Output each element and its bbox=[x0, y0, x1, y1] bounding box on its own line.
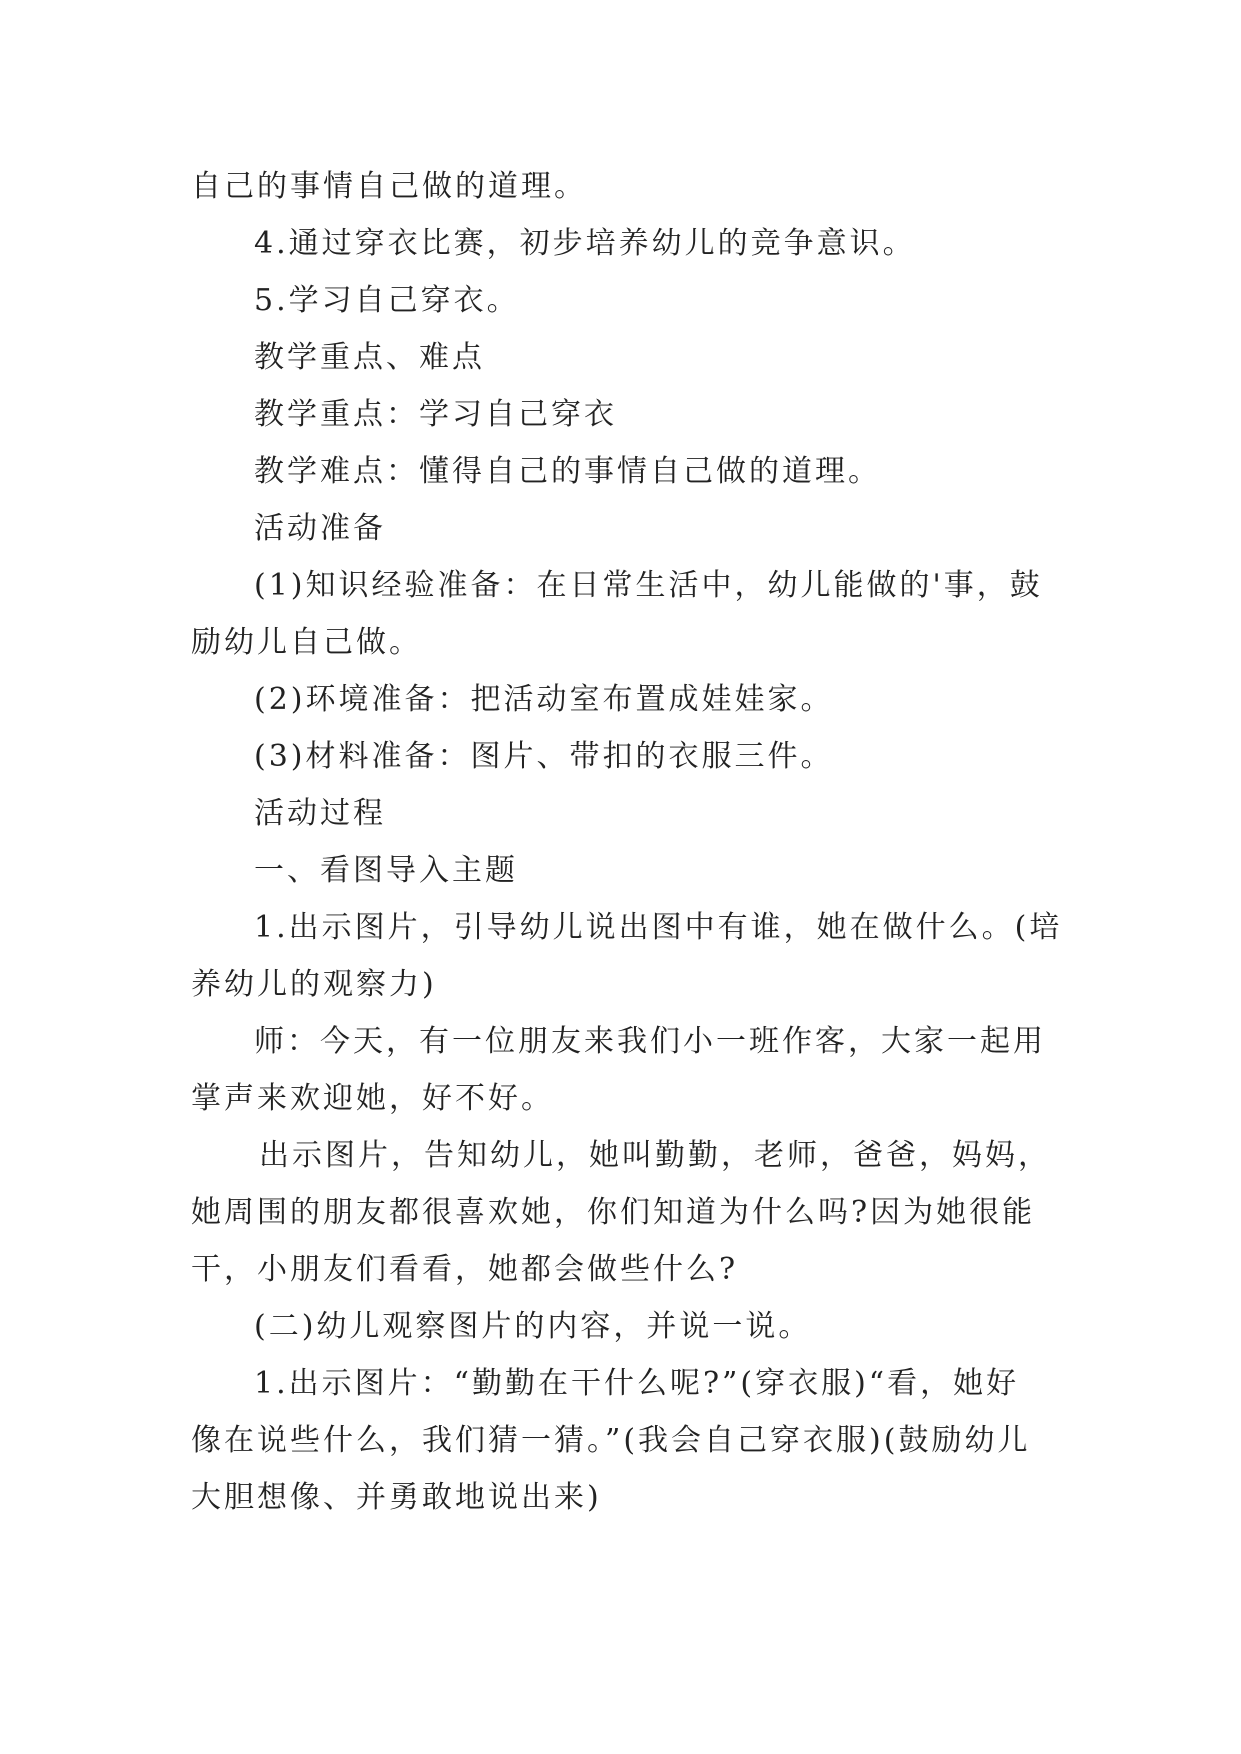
text-line: 养幼儿的观察力) bbox=[191, 967, 437, 1002]
section-heading: 活动过程 bbox=[254, 796, 386, 831]
text-line: 1.出示图片，引导幼儿说出图中有谁，她在做什么。(培 bbox=[254, 910, 1063, 945]
text-line: 掌声来欢迎她，好不好。 bbox=[191, 1081, 554, 1116]
text-line: 她周围的朋友都很喜欢她，你们知道为什么吗?因为她很能 bbox=[191, 1195, 1036, 1230]
text-line: (3)材料准备：图片、带扣的衣服三件。 bbox=[254, 739, 834, 774]
text-line: 自己的事情自己做的道理。 bbox=[191, 169, 587, 204]
text-line: 5.学习自己穿衣。 bbox=[254, 283, 520, 318]
document-body bbox=[191, 158, 1063, 1526]
text-line: (2)环境准备：把活动室布置成娃娃家。 bbox=[254, 682, 834, 717]
text-line: 干，小朋友们看看，她都会做些什么? bbox=[191, 1252, 739, 1287]
text-line: 像在说些什么，我们猜一猜。”(我会自己穿衣服)(鼓励幼儿 bbox=[191, 1423, 1031, 1458]
text-line: 师：今天，有一位朋友来我们小一班作客，大家一起用 bbox=[254, 1024, 1046, 1059]
text-line: 励幼儿自己做。 bbox=[191, 625, 422, 660]
text-line: 教学重点：学习自己穿衣 bbox=[254, 397, 617, 432]
section-heading: 活动准备 bbox=[254, 511, 386, 546]
text-line: (1)知识经验准备：在日常生活中，幼儿能做的'事，鼓 bbox=[254, 568, 1043, 603]
text-line: 大胆想像、并勇敢地说出来) bbox=[191, 1480, 602, 1515]
section-heading: 一、看图导入主题 bbox=[254, 853, 518, 888]
text-line: 1.出示图片：“勤勤在干什么呢?”(穿衣服)“看，她好 bbox=[254, 1366, 1020, 1401]
section-heading: 教学重点、难点 bbox=[254, 340, 485, 375]
text-line: 出示图片，告知幼儿，她叫勤勤，老师，爸爸，妈妈， bbox=[259, 1138, 1051, 1173]
text-line: 教学难点：懂得自己的事情自己做的道理。 bbox=[254, 454, 881, 489]
section-heading: (二)幼儿观察图片的内容，并说一说。 bbox=[254, 1309, 812, 1344]
text-line: 4.通过穿衣比赛，初步培养幼儿的竞争意识。 bbox=[254, 226, 916, 261]
